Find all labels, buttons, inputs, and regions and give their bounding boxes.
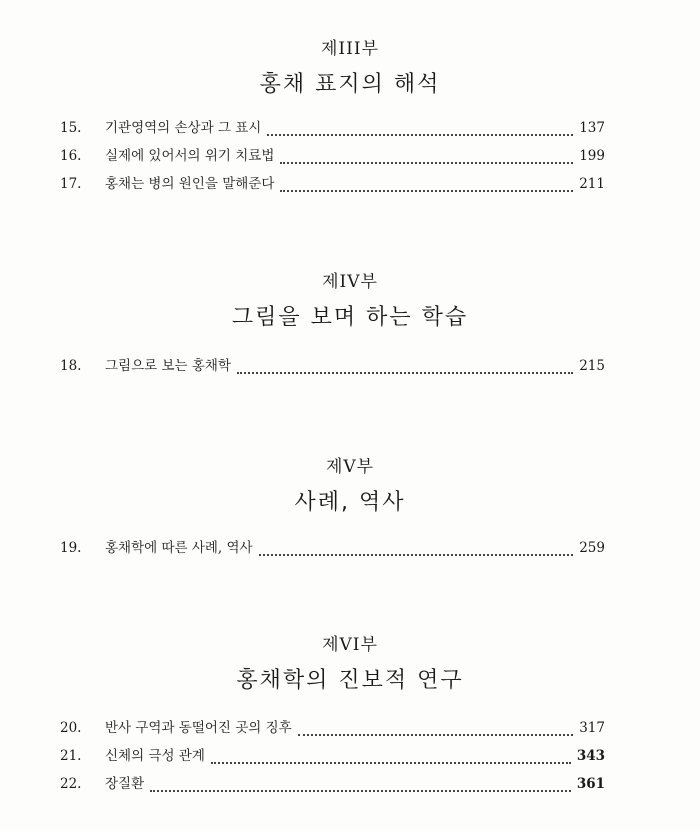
entry-title: 신체의 극성 관계 — [105, 748, 205, 764]
part-label: 제IV부 — [322, 272, 378, 292]
part-header — [0, 630, 700, 694]
dot-leader — [280, 162, 573, 164]
dot-leader — [211, 762, 571, 764]
dot-leader — [259, 554, 574, 556]
toc-entry-list — [60, 354, 605, 382]
entry-title: 홍채학에 따른 사례, 역사 — [105, 540, 253, 556]
toc-entry[interactable] — [60, 116, 605, 144]
part-title: 홍채 표지의 해석 — [259, 72, 441, 97]
part-label: 제VI부 — [322, 635, 378, 655]
entry-page-number: 259 — [579, 540, 605, 556]
entry-title: 반사 구역과 동떨어진 곳의 징후 — [105, 720, 292, 736]
toc-entry-list — [60, 116, 605, 200]
toc-entry[interactable] — [60, 772, 605, 800]
entry-number: 19. — [60, 540, 82, 556]
entry-number: 21. — [60, 748, 82, 764]
part-header — [0, 452, 700, 516]
entry-page-number: 211 — [579, 176, 605, 192]
entry-number: 17. — [60, 176, 82, 192]
entry-number: 22. — [60, 776, 82, 792]
part-header — [0, 267, 700, 331]
entry-title: 장질환 — [105, 776, 145, 792]
entry-number: 15. — [60, 120, 82, 136]
dot-leader — [237, 372, 573, 374]
dot-leader — [298, 734, 574, 736]
part-header — [0, 34, 700, 98]
toc-entry-list — [60, 716, 605, 800]
part-label: 제III부 — [321, 39, 379, 59]
entry-page-number: 361 — [576, 776, 605, 792]
entry-page-number: 137 — [579, 120, 605, 136]
entry-page-number: 317 — [579, 720, 605, 736]
entry-title: 기관영역의 손상과 그 표시 — [105, 120, 262, 136]
toc-entry[interactable] — [60, 172, 605, 200]
entry-page-number: 199 — [579, 148, 605, 164]
part-label: 제V부 — [325, 457, 375, 477]
dot-leader — [150, 790, 571, 792]
entry-number: 16. — [60, 148, 82, 164]
part-title: 홍채학의 진보적 연구 — [236, 668, 464, 693]
dot-leader — [267, 134, 573, 136]
part-title: 사례, 역사 — [294, 490, 406, 515]
entry-title: 홍채는 병의 원인을 말해준다 — [105, 176, 275, 192]
toc-entry-list — [60, 536, 605, 564]
entry-title: 실제에 있어서의 위기 치료법 — [105, 148, 275, 164]
entry-page-number: 215 — [579, 358, 605, 374]
toc-entry[interactable] — [60, 536, 605, 564]
entry-page-number: 343 — [576, 748, 605, 764]
toc-entry[interactable] — [60, 716, 605, 744]
toc-entry[interactable] — [60, 354, 605, 382]
part-title: 그림을 보며 하는 학습 — [231, 305, 469, 330]
entry-number: 18. — [60, 358, 82, 374]
dot-leader — [280, 190, 573, 192]
entry-number: 20. — [60, 720, 82, 736]
entry-title: 그림으로 보는 홍채학 — [105, 358, 231, 374]
toc-entry[interactable] — [60, 144, 605, 172]
toc-entry[interactable] — [60, 744, 605, 772]
